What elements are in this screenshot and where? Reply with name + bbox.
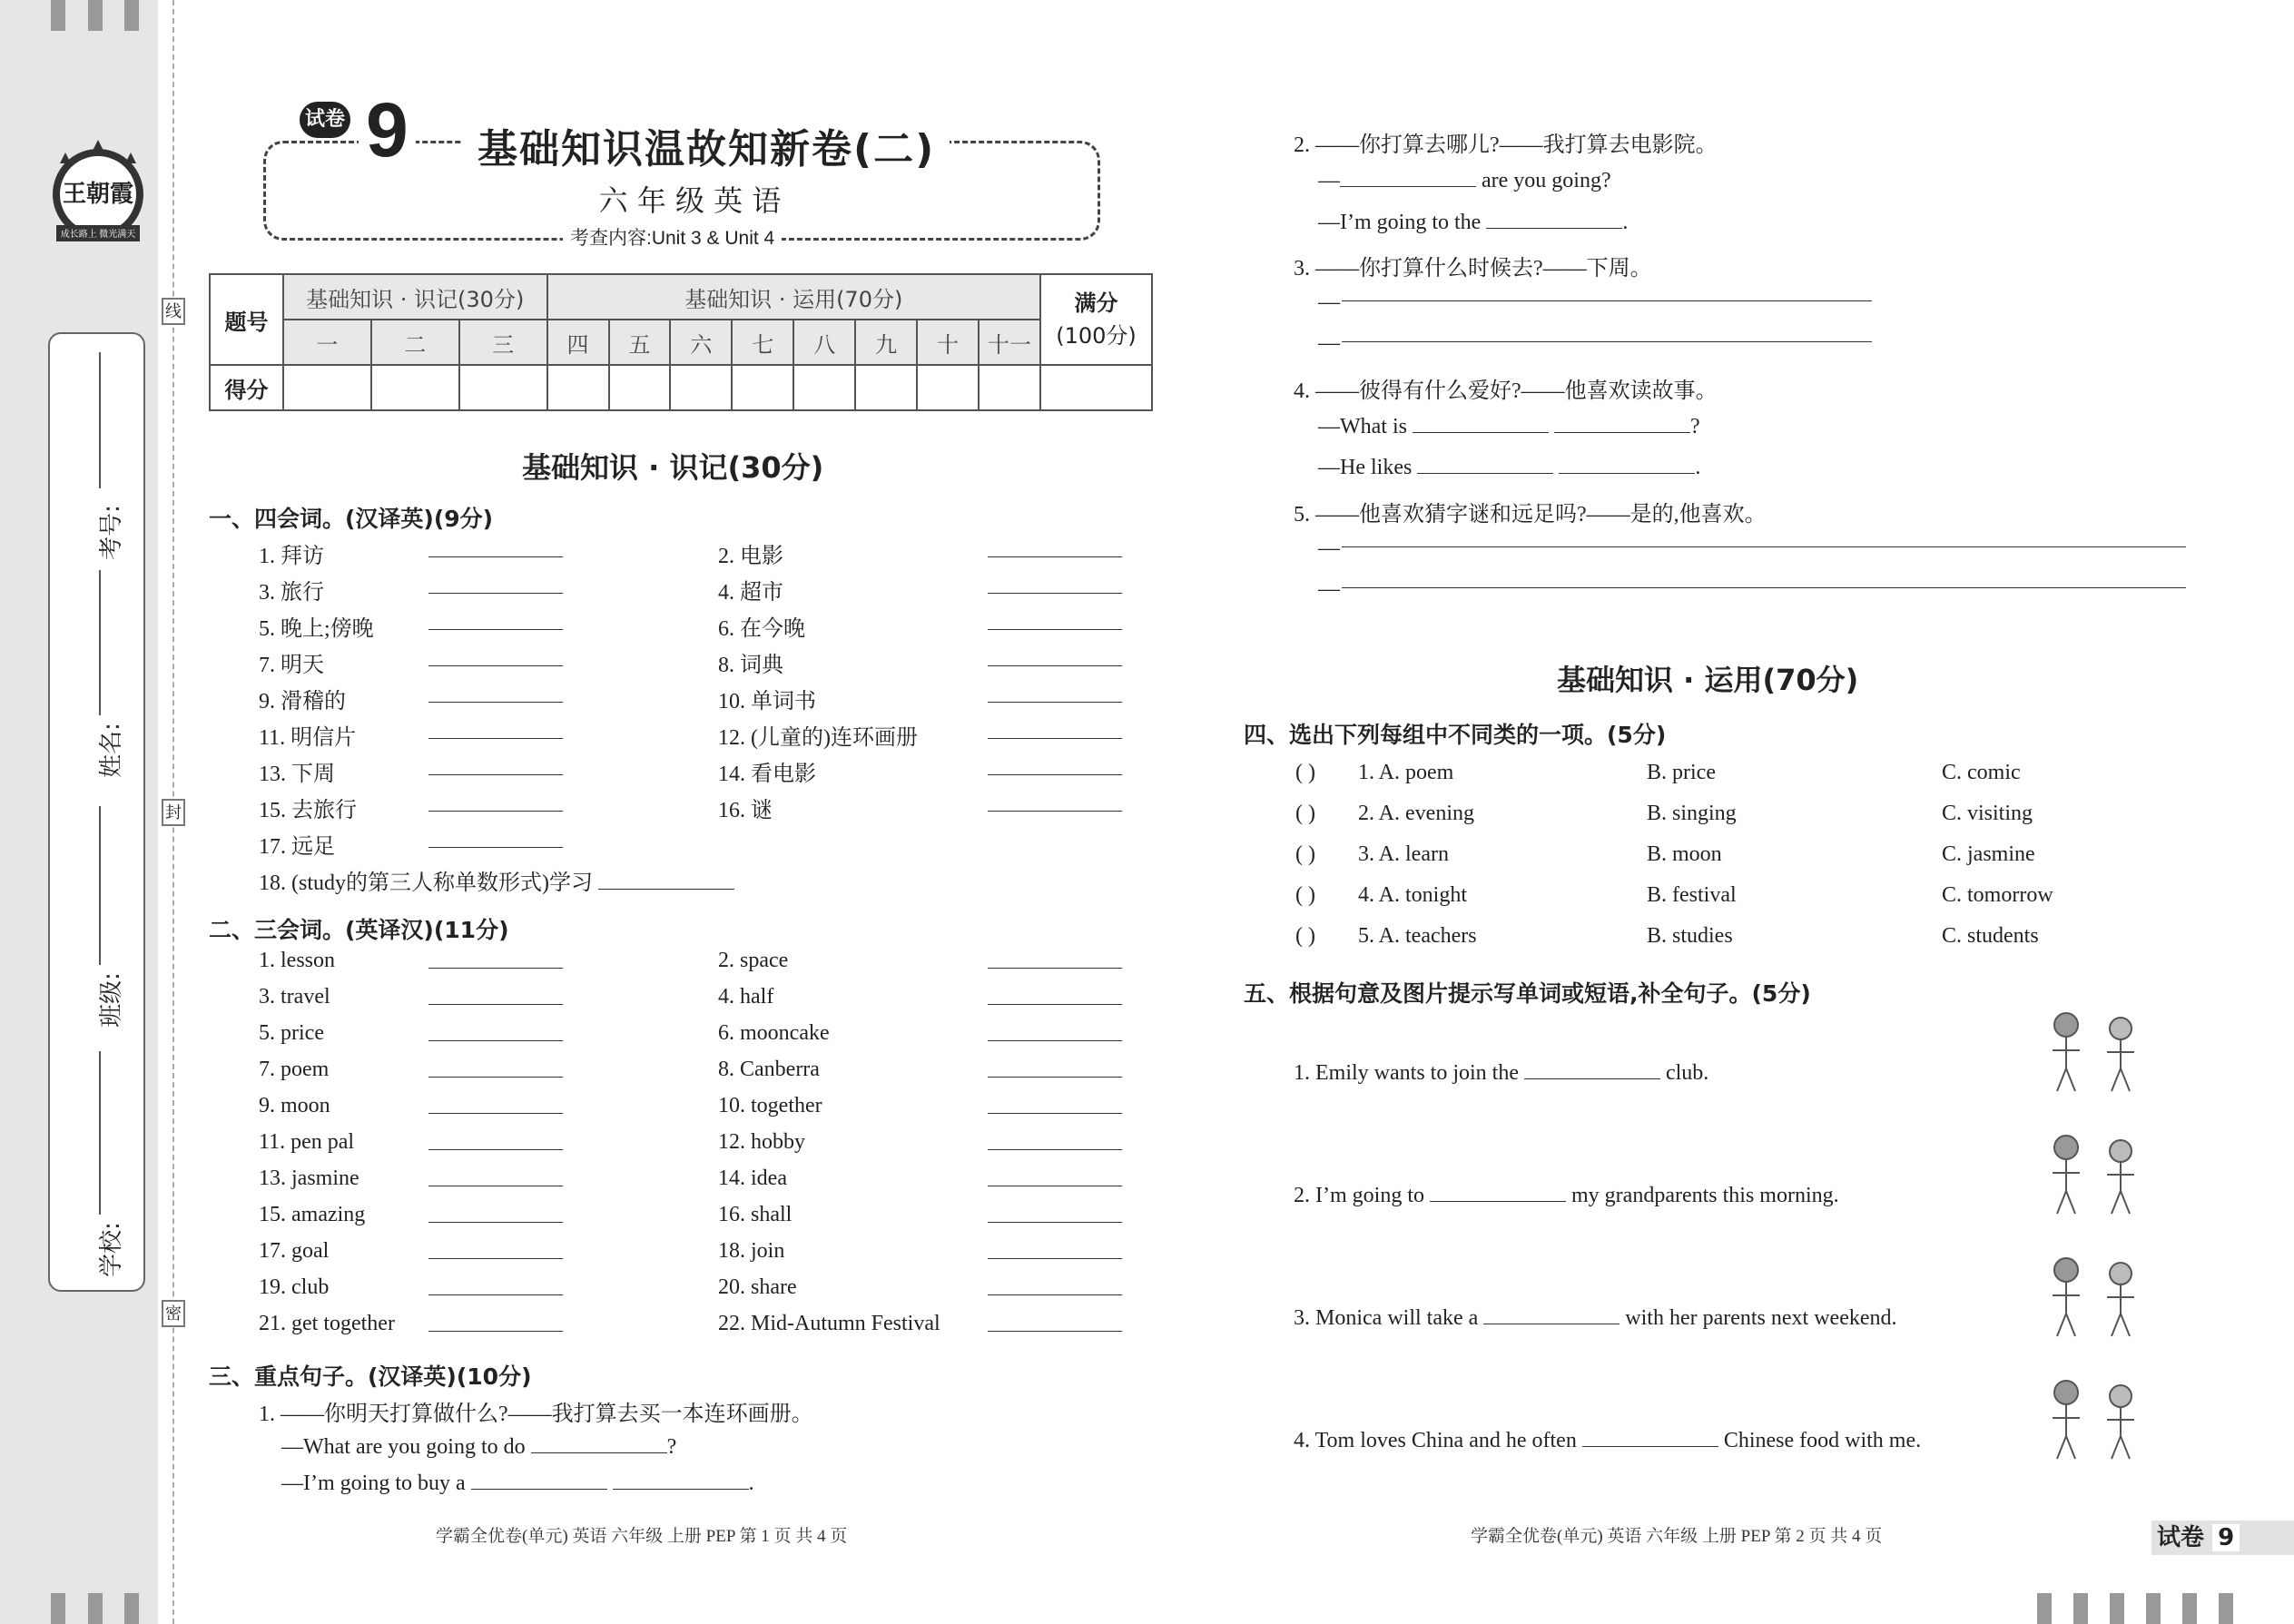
sentence-1b: —I’m going to buy a . <box>281 1471 754 1495</box>
fill-sentence <box>1294 1059 1708 1086</box>
total-score-cell[interactable] <box>1040 365 1152 410</box>
answer-blank[interactable] <box>428 846 563 848</box>
sentence-end: with her parents next weekend. <box>1625 1306 1897 1330</box>
part2-title: 基础知识 · 运用(70分) <box>1557 663 1859 697</box>
answer-blank[interactable] <box>988 810 1122 812</box>
list-item: 14. 看电影 <box>718 763 816 786</box>
answer-blank[interactable] <box>1417 454 1553 474</box>
answer-blank[interactable] <box>1413 413 1549 433</box>
section1-heading: 一、四会词。(汉译英)(9分) <box>209 506 494 532</box>
dash: — <box>1318 577 1340 601</box>
option: 1. A. poem <box>1358 761 1454 784</box>
option: C. jasmine <box>1942 842 2035 866</box>
picture-hint-1 <box>2034 1005 2157 1105</box>
answer-blank[interactable] <box>428 737 563 739</box>
score-cell[interactable] <box>855 365 917 410</box>
fill-sentence <box>1294 1304 1897 1331</box>
part1-title: 基础知识 · 识记(30分) <box>522 450 824 485</box>
answer-blank[interactable] <box>988 556 1122 557</box>
sentence-2a: — are you going? <box>1318 169 1611 192</box>
column-header: 三 <box>459 320 547 365</box>
exam-tab-label: 试卷 <box>2157 1524 2205 1551</box>
name-label: 姓名: <box>97 723 125 778</box>
score-cell[interactable] <box>979 365 1040 410</box>
svg-text:成长路上 微光满天: 成长路上 微光满天 <box>60 230 136 240</box>
answer-blank[interactable] <box>428 1221 563 1223</box>
answer-blank[interactable] <box>1483 1304 1620 1324</box>
sentence-2: 2. ——你打算去哪儿?——我打算去电影院。 <box>1294 133 1718 157</box>
fill-sentence <box>1294 1182 1839 1208</box>
list-item: 15. 去旅行 <box>259 799 357 822</box>
section5-heading: 五、根据句意及图片提示写单词或短语,补全句子。(5分) <box>1244 980 1811 1007</box>
option: 5. A. teachers <box>1358 924 1477 948</box>
answer-blank[interactable] <box>1554 413 1690 433</box>
answer-blank[interactable] <box>988 1076 1122 1078</box>
answer-blank[interactable] <box>428 1185 563 1186</box>
list-item: 3. 旅行 <box>259 581 324 605</box>
list-item: 5. 晚上;傍晚 <box>259 617 374 641</box>
list-item: 2. space <box>718 949 789 972</box>
column-header: 五 <box>609 320 671 365</box>
column-header: 八 <box>793 320 855 365</box>
student-info-box <box>48 332 145 1292</box>
exam-tab <box>2151 1521 2294 1555</box>
fill-sentence <box>1294 1427 1921 1453</box>
list-item: 4. half <box>718 985 774 1009</box>
sentence-4b: —He likes . <box>1318 456 1701 479</box>
score-cell[interactable] <box>670 365 732 410</box>
answer-blank[interactable] <box>988 701 1122 703</box>
list-item: 9. 滑稽的 <box>259 690 346 714</box>
answer-paren[interactable]: ( ) <box>1295 761 1315 784</box>
score-table <box>209 273 1153 411</box>
list-item: 12. (儿童的)连环画册 <box>718 726 918 750</box>
answer-blank[interactable] <box>428 592 563 594</box>
list-item: 11. pen pal <box>259 1130 355 1154</box>
sentence-start: 2. I’m going to <box>1294 1184 1424 1207</box>
group2-header: 基础知识 · 运用(70分) <box>547 274 1040 320</box>
sentence-2b: —I’m going to the . <box>1318 211 1629 234</box>
answer-blank[interactable] <box>1559 454 1695 474</box>
answer-blank[interactable] <box>1582 1427 1718 1447</box>
answer-blank[interactable] <box>988 1257 1122 1259</box>
list-item: 6. 在今晚 <box>718 617 805 641</box>
list-item: 10. together <box>718 1094 822 1117</box>
list-item: 16. shall <box>718 1203 793 1226</box>
score-cell[interactable] <box>917 365 979 410</box>
group1-header: 基础知识 · 识记(30分) <box>283 274 547 320</box>
list-item: 2. 电影 <box>718 545 783 568</box>
sentence-end: club. <box>1665 1061 1709 1085</box>
answer-blank[interactable] <box>428 1039 563 1041</box>
list-item: 16. 谜 <box>718 799 773 822</box>
answer-paren[interactable]: ( ) <box>1295 924 1315 948</box>
exam-number: 9 <box>359 89 416 171</box>
answer-blank[interactable] <box>598 870 734 890</box>
option: C. comic <box>1942 761 2021 784</box>
answer-blank[interactable] <box>471 1470 607 1490</box>
answer-blank[interactable] <box>428 1076 563 1078</box>
answer-blank[interactable] <box>988 1148 1122 1150</box>
score-cell[interactable] <box>609 365 671 410</box>
answer-blank[interactable] <box>428 773 563 775</box>
section3-heading: 三、重点句子。(汉译英)(10分) <box>209 1363 532 1390</box>
list-item: 1. 拜访 <box>259 545 324 568</box>
answer-blank[interactable] <box>1340 167 1476 187</box>
list-item: 6. mooncake <box>718 1021 830 1045</box>
option: B. studies <box>1647 924 1733 948</box>
list-item: 13. jasmine <box>259 1166 359 1190</box>
sentence-start: 1. Emily wants to join the <box>1294 1061 1519 1085</box>
column-header: 九 <box>855 320 917 365</box>
answer-line[interactable] <box>1342 300 1872 301</box>
dash: — <box>1318 290 1340 314</box>
sentence-end: Chinese food with me. <box>1723 1429 1922 1452</box>
sentence-4a: —What is ? <box>1318 415 1700 438</box>
sentence-3: 3. ——你打算什么时候去?——下周。 <box>1294 257 1652 281</box>
answer-line[interactable] <box>1342 586 2186 588</box>
footer-left: 学霸全优卷(单元) 英语 六年级 上册 PEP 第 1 页 共 4 页 <box>436 1527 848 1546</box>
full-score: 满分 (100分) <box>1040 274 1152 365</box>
grade-subject: 六 年 级 英 语 <box>598 183 782 218</box>
score-cell[interactable] <box>459 365 547 410</box>
answer-blank[interactable] <box>988 628 1122 630</box>
answer-blank[interactable] <box>988 1112 1122 1114</box>
exam-tab-number: 9 <box>2212 1524 2240 1551</box>
decor-bar <box>2146 1593 2161 1624</box>
answer-blank[interactable] <box>613 1470 749 1490</box>
list-item: 9. moon <box>259 1094 330 1117</box>
option: C. visiting <box>1942 802 2033 825</box>
list-item: 3. travel <box>259 985 330 1009</box>
sentence-end: my grandparents this morning. <box>1571 1184 1839 1207</box>
score-cell[interactable] <box>371 365 459 410</box>
answer-blank[interactable] <box>1430 1182 1566 1202</box>
exam-scope: 考查内容:Unit 3 & Unit 4 <box>563 223 782 251</box>
dash: — <box>1318 331 1340 355</box>
option: B. singing <box>1647 802 1737 825</box>
answer-blank[interactable] <box>428 628 563 630</box>
section1-item-18: 18. (study的第三人称单数形式)学习 <box>259 864 734 896</box>
column-header: 七 <box>732 320 793 365</box>
sentence-5: 5. ——他喜欢猜字谜和远足吗?——是的,他喜欢。 <box>1294 503 1767 527</box>
answer-blank[interactable] <box>531 1433 667 1453</box>
list-item: 14. idea <box>718 1166 787 1190</box>
answer-blank[interactable] <box>988 1003 1122 1005</box>
cut-mark: 封 <box>162 799 185 826</box>
answer-paren[interactable]: ( ) <box>1295 842 1315 866</box>
column-header: 二 <box>371 320 459 365</box>
list-item: 21. get together <box>259 1312 395 1335</box>
decor-bar <box>2182 1593 2197 1624</box>
option: 4. A. tonight <box>1358 883 1468 907</box>
cut-mark: 线 <box>162 298 185 325</box>
sentence-1: 1. ——你明天打算做什么?——我打算去买一本连环画册。 <box>259 1403 813 1426</box>
list-item: 4. 超市 <box>718 581 783 605</box>
answer-blank[interactable] <box>988 1294 1122 1295</box>
decor-bar <box>2037 1593 2052 1624</box>
option: B. price <box>1647 761 1716 784</box>
footer-right: 学霸全优卷(单元) 英语 六年级 上册 PEP 第 2 页 共 4 页 <box>1471 1527 1883 1546</box>
decor-bar <box>2110 1593 2124 1624</box>
school-label: 学校: <box>97 1222 125 1277</box>
answer-blank[interactable] <box>988 967 1122 969</box>
picture-hint-3 <box>2034 1250 2157 1350</box>
list-item: 8. Canberra <box>718 1058 820 1081</box>
picture-hint-4 <box>2034 1373 2157 1472</box>
section4-heading: 四、选出下列每组中不同类的一项。(5分) <box>1244 722 1667 748</box>
decor-bar <box>2073 1593 2088 1624</box>
column-header: 十 <box>917 320 979 365</box>
exam-number-label: 考号: <box>97 505 125 560</box>
answer-blank[interactable] <box>428 1112 563 1114</box>
list-item: 8. 词典 <box>718 654 783 677</box>
exam-badge: 试卷 <box>300 102 350 138</box>
answer-blank[interactable] <box>988 1185 1122 1186</box>
score-cell[interactable] <box>793 365 855 410</box>
answer-blank[interactable] <box>988 664 1122 666</box>
answer-blank[interactable] <box>988 1221 1122 1223</box>
section2-heading: 二、三会词。(英译汉)(11分) <box>209 917 509 943</box>
answer-blank[interactable] <box>988 1330 1122 1332</box>
list-item: 10. 单词书 <box>718 690 816 714</box>
list-item: 20. share <box>718 1275 797 1299</box>
option: 2. A. evening <box>1358 802 1474 825</box>
list-item: 17. goal <box>259 1239 330 1263</box>
option: B. moon <box>1647 842 1722 866</box>
score-cell[interactable] <box>547 365 609 410</box>
page-title: 基础知识温故知新卷(二) <box>463 116 950 174</box>
answer-paren[interactable]: ( ) <box>1295 802 1315 825</box>
list-item: 7. 明天 <box>259 654 324 677</box>
row-label: 题号 <box>210 274 283 365</box>
list-item: 13. 下周 <box>259 763 335 786</box>
class-label: 班级: <box>97 972 125 1028</box>
column-header: 六 <box>670 320 732 365</box>
cut-mark: 密 <box>162 1300 185 1327</box>
svg-text:王朝霞: 王朝霞 <box>62 181 134 207</box>
option: 3. A. learn <box>1358 842 1449 866</box>
brand-logo <box>47 134 149 249</box>
score-cell[interactable] <box>732 365 793 410</box>
list-item: 15. amazing <box>259 1203 366 1226</box>
answer-blank[interactable] <box>988 773 1122 775</box>
answer-blank[interactable] <box>428 1003 563 1005</box>
option: C. tomorrow <box>1942 883 2053 907</box>
answer-blank[interactable] <box>988 592 1122 594</box>
answer-blank[interactable] <box>428 556 563 557</box>
answer-blank[interactable] <box>988 737 1122 739</box>
list-item: 5. price <box>259 1021 324 1045</box>
answer-line[interactable] <box>1342 546 2186 547</box>
sentence-1a: —What are you going to do ? <box>281 1435 677 1459</box>
list-item: 11. 明信片 <box>259 726 357 750</box>
sentence-start: 4. Tom loves China and he often <box>1294 1429 1577 1452</box>
column-header: 四 <box>547 320 609 365</box>
score-cell[interactable] <box>283 365 371 410</box>
answer-line[interactable] <box>1342 340 1872 342</box>
score-label: 得分 <box>210 365 283 410</box>
sentence-4: 4. ——彼得有什么爱好?——他喜欢读故事。 <box>1294 379 1718 403</box>
answer-blank[interactable] <box>1486 209 1622 229</box>
option: B. festival <box>1647 883 1737 907</box>
decor-bar <box>2219 1593 2233 1624</box>
binding-margin <box>0 0 158 1624</box>
list-item: 19. club <box>259 1275 330 1299</box>
answer-blank[interactable] <box>428 1294 563 1295</box>
answer-blank[interactable] <box>428 1330 563 1332</box>
answer-blank[interactable] <box>988 1039 1122 1041</box>
answer-blank[interactable] <box>428 701 563 703</box>
list-item: 22. Mid-Autumn Festival <box>718 1312 940 1335</box>
list-item: 12. hobby <box>718 1130 805 1154</box>
answer-blank[interactable] <box>428 664 563 666</box>
option: C. students <box>1942 924 2039 948</box>
sentence-start: 3. Monica will take a <box>1294 1306 1479 1330</box>
dash: — <box>1318 536 1340 560</box>
answer-blank[interactable] <box>428 1257 563 1259</box>
column-header: 一 <box>283 320 371 365</box>
answer-blank[interactable] <box>1524 1059 1660 1079</box>
list-item: 1. lesson <box>259 949 335 972</box>
picture-hint-2 <box>2034 1127 2157 1227</box>
answer-blank[interactable] <box>428 1148 563 1150</box>
list-item: 18. join <box>718 1239 785 1263</box>
column-header: 十一 <box>979 320 1040 365</box>
answer-blank[interactable] <box>428 967 563 969</box>
list-item: 17. 远足 <box>259 835 335 859</box>
answer-paren[interactable]: ( ) <box>1295 883 1315 907</box>
answer-blank[interactable] <box>428 810 563 812</box>
list-item: 7. poem <box>259 1058 330 1081</box>
